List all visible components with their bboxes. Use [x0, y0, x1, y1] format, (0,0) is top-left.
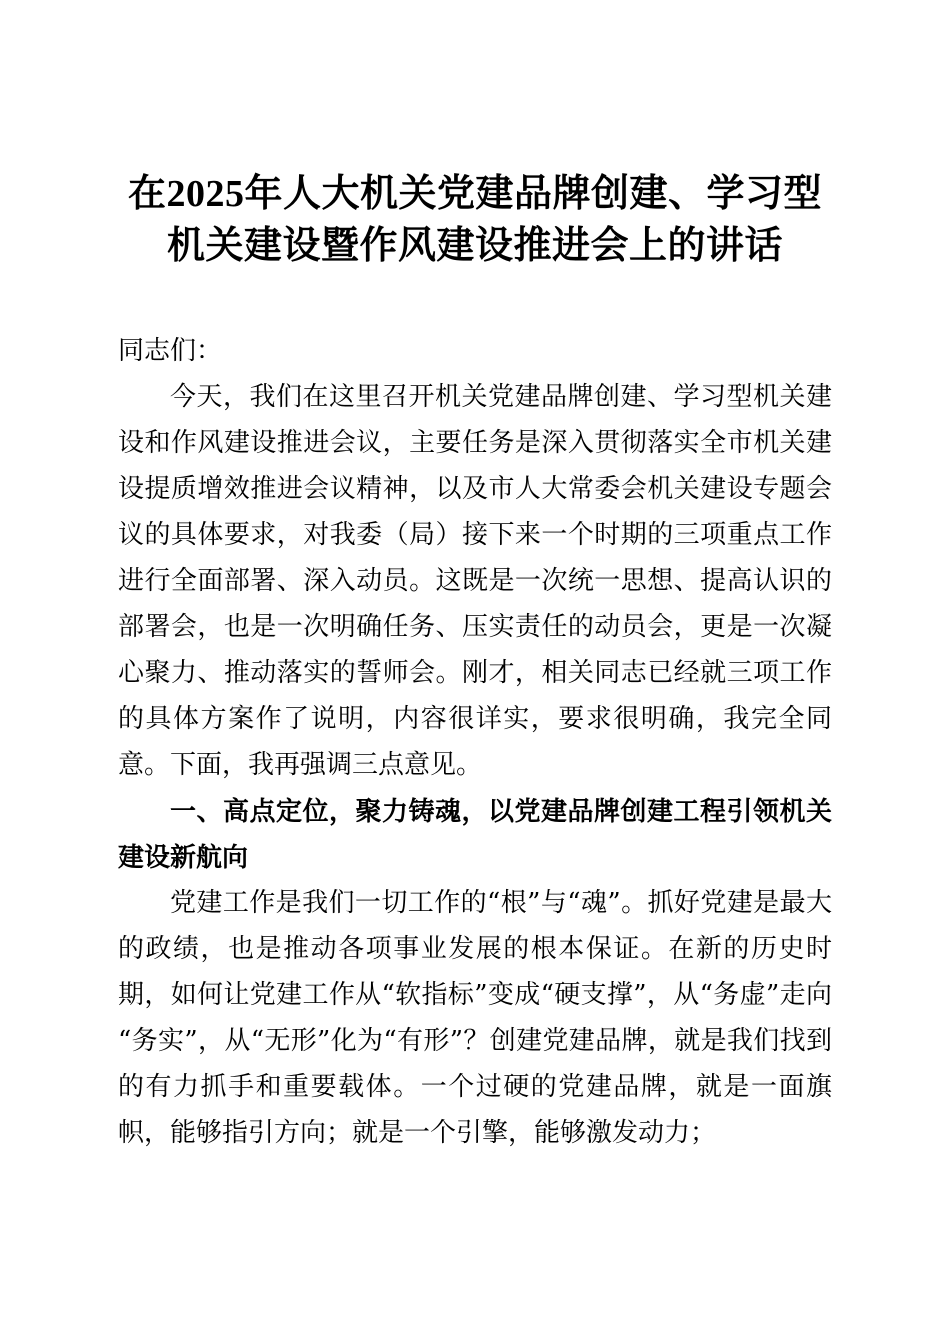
body-paragraph-2: 党建工作是我们一切工作的“根”与“魂”。抓好党建是最大的政绩，也是推动各项事业发展的根本保证。在新的历史时期，如何让党建工作从“软指标”变成“硬支撑”，从“务虚”走向“务实”，从“无形”化为“有形”？创建党建品牌，就是我们找到的有力抓手和重要载体。一个过硬的党建品牌，就是一面旗帜，能够指引方向；就是一个引擎，能够激发动力；: [118, 888, 832, 1148]
document-content: [118, 168, 832, 1156]
section-heading-1: 一、高点定位，聚力铸魂，以党建品牌创建工程引领机关建设新航向: [118, 796, 832, 872]
document-title: 在2025年人大机关党建品牌创建、学习型机关建设暨作风建设推进会上的讲话: [127, 173, 822, 267]
body-paragraph-1: 今天，我们在这里召开机关党建品牌创建、学习型机关建设和作风建设推进会议，主要任务是深入贯彻落实全市机关建设提质增效推进会议精神，以及市人大常委会机关建设专题会议的具体要求，对我委（局）接下来一个时期的三项重点工作进行全面部署、深入动员。这既是一次统一思想、提高认识的部署会，也是一次明确任务、压实责任的动员会，更是一次凝心聚力、推动落实的誓师会。刚才，相关同志已经就三项工作的具体方案作了说明，内容很详实，要求很明确，我完全同意。下面，我再强调三点意见。: [118, 382, 832, 780]
salutation: 同志们：: [118, 336, 223, 366]
